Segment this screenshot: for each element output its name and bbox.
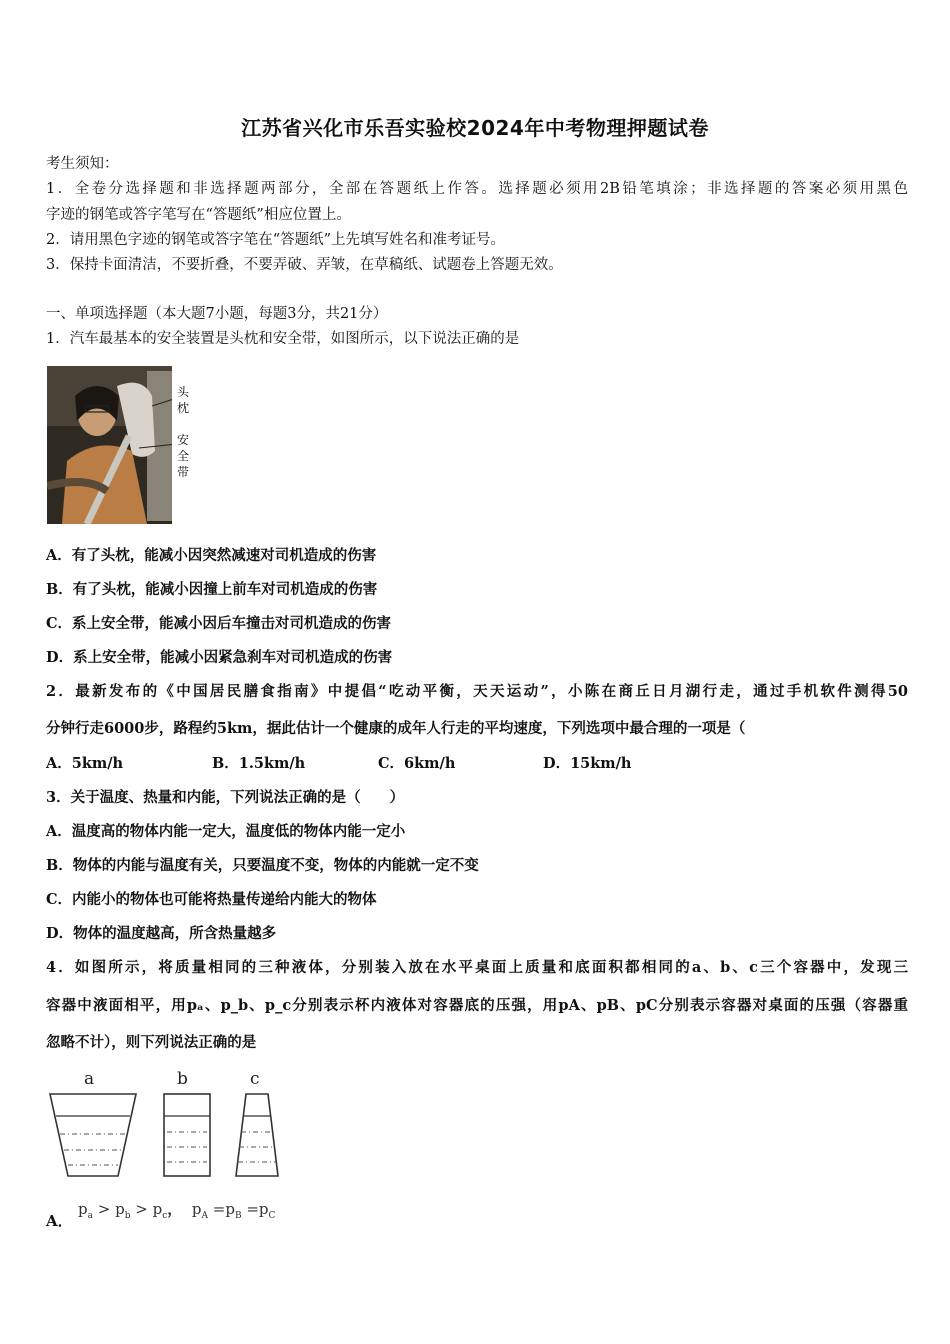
label-headrest: 头 枕 [177,385,190,415]
q1-option-b: B．有了头枕，能减小因撞上前车对司机造成的伤害 [46,581,378,598]
q4-stem-line2: 容器中液面相平，用pₐ、p_b、p_c分别表示杯内液体对容器底的压强，用pA、pB、pC分别表示容器对桌面的压强（容器重 [46,997,908,1014]
q2-stem-line1: 2．最新发布的《中国居民膳食指南》中提倡“吃动平衡，天天运动”，小陈在商丘日月湖行走，通过手机软件测得50 [46,683,908,700]
q2-option-b: B．1.5km/h [212,755,306,772]
q1-stem: 1．汽车最基本的安全装置是头枕和安全带，如图所示，以下说法正确的是 [46,331,520,347]
container-label-c: c [250,1069,260,1089]
q4-option-a-formula: $p_a > p_b > p_c$， $p_A =p_B =p_C$ [78,1200,276,1221]
q3-stem: 3．关于温度、热量和内能，下列说法正确的是（ ） [46,789,405,806]
container-label-a: a [84,1069,95,1089]
q4-stem-line1: 4．如图所示，将质量相同的三种液体，分别装入放在水平桌面上质量和底面积都相同的a、b、c三个容器中，发现三 [46,959,908,976]
q2-stem-line2: 分钟行走6000步，路程约5km，据此估计一个健康的成年人行走的平均速度，下列选项中最合理的一项是（ [46,720,746,737]
q1-option-d: D．系上安全带，能减小因紧急刹车对司机造成的伤害 [46,649,393,666]
container-a [50,1094,136,1176]
q2-option-d: D．15km/h [543,755,632,772]
q1-option-c: C．系上安全带，能减小因后车撞击对司机造成的伤害 [46,615,392,632]
notice-item-1: 1．全卷分选择题和非选择题两部分，全部在答题纸上作答。选择题必须用2B铅笔填涂；非选择题的答案必须用黑色 [46,181,908,197]
q4-containers-figure [46,1066,296,1188]
q1-photo-driver [47,366,197,524]
notice-item-3: 3．保持卡面清洁，不要折叠，不要弄破、弄皱，在草稿纸、试题卷上答题无效。 [46,257,563,273]
q2-option-c: C．6km/h [378,755,456,772]
q4-option-a-label: A． [46,1212,73,1230]
q4-stem-line3: 忽略不计），则下列说法正确的是 [46,1034,257,1051]
container-label-b: b [177,1069,188,1089]
q3-option-b: B．物体的内能与温度有关，只要温度不变，物体的内能就一定不变 [46,857,479,874]
q3-option-c: C．内能小的物体也可能将热量传递给内能大的物体 [46,891,377,908]
q2-option-a: A．5km/h [46,755,124,772]
q3-option-a: A．温度高的物体内能一定大，温度低的物体内能一定小 [46,823,406,840]
section-heading: 一、单项选择题（本大题7小题，每题3分，共21分） [46,306,388,322]
label-seatbelt: 安 全 带 [177,433,190,479]
q1-option-a: A．有了头枕，能减小因突然减速对司机造成的伤害 [46,547,377,564]
notice-heading: 考生须知： [46,156,119,172]
container-c [236,1094,278,1176]
notice-item-1-cont: 字迹的钢笔或答字笔写在“答题纸”相应位置上。 [46,207,351,223]
container-b [164,1094,210,1176]
page-title: 江苏省兴化市乐吾实验校2024年中考物理押题试卷 [241,116,709,140]
q3-option-d: D．物体的温度越高，所含热量越多 [46,925,277,942]
notice-item-2: 2．请用黑色字迹的钢笔或答字笔在“答题纸”上先填写姓名和准考证号。 [46,232,506,248]
